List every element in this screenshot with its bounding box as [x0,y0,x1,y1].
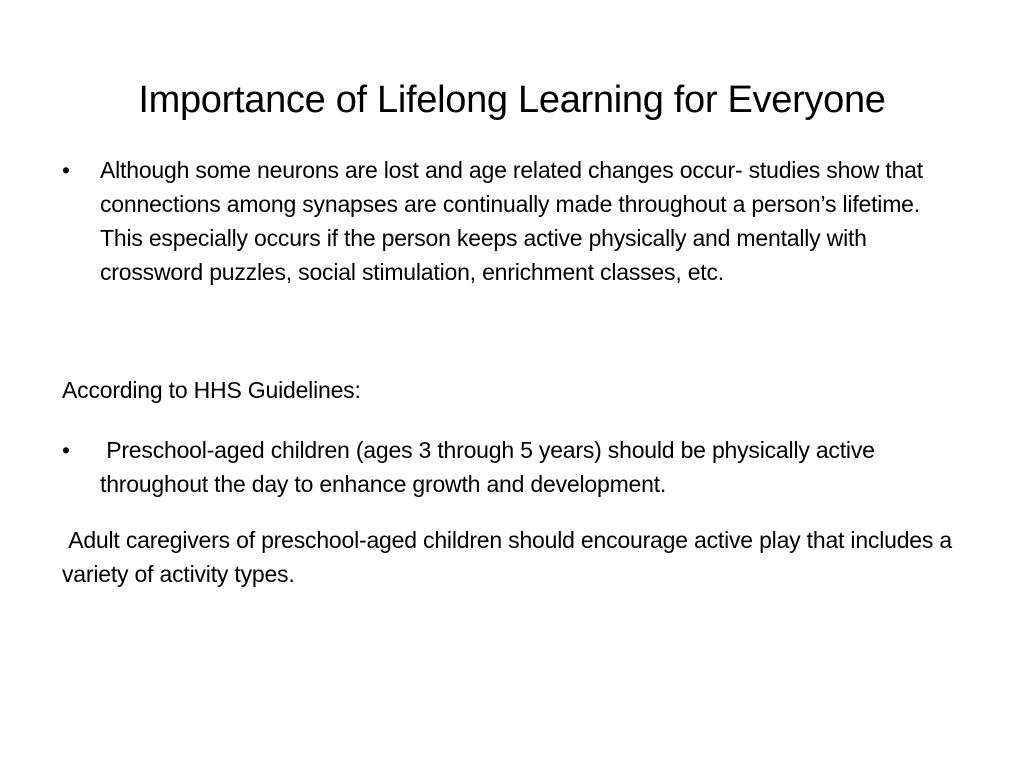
caregivers-paragraph: Adult caregivers of preschool-aged children should encourage active play that includes a variety of activity types. [62,527,959,587]
bullet-icon: • [62,437,70,463]
bullet-item-preschool [62,433,962,501]
slide-body [62,153,962,591]
bullet-text-lifelong: Although some neurons are lost and age related changes occur- studies show that connections among synapses are continually made throughout a person’s lifetime. This especially occurs if the person keeps active physically and mentally with crossword puzzles, social stimulation, enrichment classes, etc. [100,157,923,285]
bullet-icon: • [62,157,70,183]
bullet-text-preschool: Preschool-aged children (ages 3 through 5 years) should be physically active throughout the day to enhance growth and development. [100,437,881,497]
guidelines-heading: According to HHS Guidelines: [62,377,361,403]
slide-title: Importance of Lifelong Learning for Everyone [138,79,886,121]
bullet-item-lifelong [62,153,962,289]
